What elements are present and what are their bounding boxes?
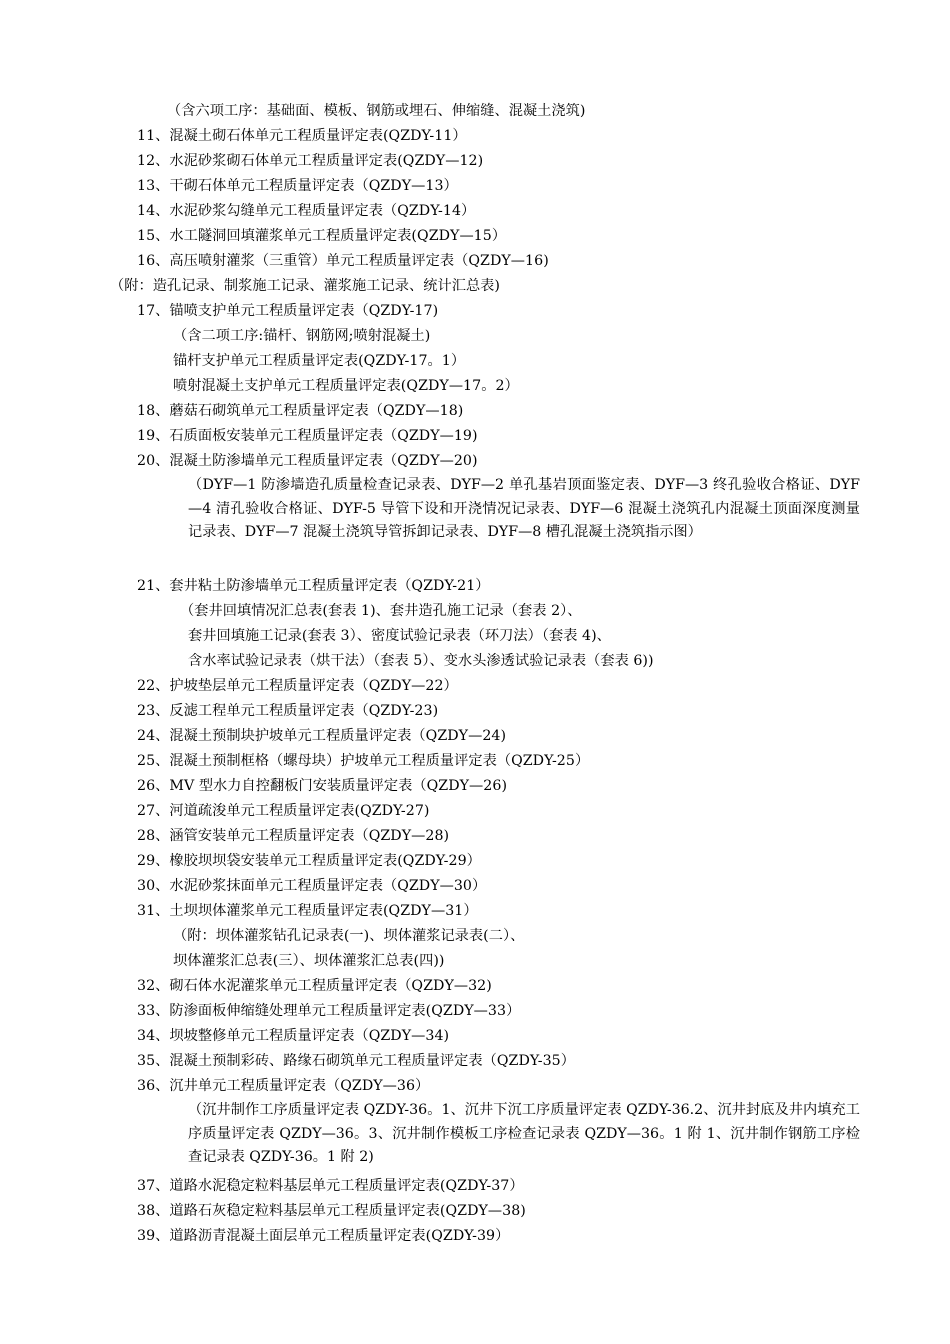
list-item: 32、砌石体水泥灌浆单元工程质量评定表（QZDY—32): [137, 978, 492, 994]
list-item: 35、混凝土预制彩砖、路缘石砌筑单元工程质量评定表（QZDY-35）: [137, 1053, 575, 1069]
list-item: 17、锚喷支护单元工程质量评定表（QZDY-17): [137, 303, 439, 319]
list-item: 31、土坝坝体灌浆单元工程质量评定表(QZDY—31）: [137, 903, 478, 919]
list-item: 24、混凝土预制块护坡单元工程质量评定表（QZDY—24): [137, 728, 507, 744]
list-item: 23、反滤工程单元工程质量评定表（QZDY-23): [137, 703, 439, 719]
text-line: 锚杆支护单元工程质量评定表(QZDY-17。1）: [173, 353, 466, 369]
text-line: （套井回填情况汇总表(套表 1)、套井造孔施工记录（套表 2）、: [180, 603, 582, 619]
text-line: （含六项工序：基础面、模板、钢筋或埋石、伸缩缝、混凝土浇筑): [167, 103, 586, 119]
text-paragraph: （DYF—1 防渗墙造孔质量检查记录表、DYF—2 单孔基岩顶面鉴定表、DYF—3 终孔验收合格证、DYF—4 清孔验收合格证、DYF-5 导管下设和开浇情况记录表、DYF—6 混凝土浇筑孔内混凝土顶面深度测量记录表、DYF—7 混凝土浇筑导管拆卸记录表、DYF—8 槽孔混凝土浇筑指示图）: [188, 477, 860, 540]
list-item: 34、坝坡整修单元工程质量评定表（QZDY—34): [137, 1028, 450, 1044]
list-item: 25、混凝土预制框格（螺母块）护坡单元工程质量评定表（QZDY-25）: [137, 753, 590, 769]
text-line: （含二项工序:锚杆、钢筋网;喷射混凝土): [173, 328, 431, 344]
list-item: 29、橡胶坝坝袋安装单元工程质量评定表(QZDY-29）: [137, 853, 481, 869]
list-item: 37、道路水泥稳定粒料基层单元工程质量评定表(QZDY-37）: [137, 1178, 524, 1194]
list-item: 22、护坡垫层单元工程质量评定表（QZDY—22）: [137, 678, 458, 694]
list-item: 30、水泥砂浆抹面单元工程质量评定表（QZDY—30）: [137, 878, 487, 894]
text-line: 坝体灌浆汇总表(三）、坝体灌浆汇总表(四)): [173, 953, 445, 969]
text-line: （附：坝体灌浆钻孔记录表(一)、坝体灌浆记录表(二）、: [173, 928, 525, 944]
list-item: 27、河道疏浚单元工程质量评定表(QZDY-27): [137, 803, 430, 819]
text-line: 套井回填施工记录(套表 3）、密度试验记录表（环刀法）（套表 4)、: [188, 628, 611, 644]
list-item: 14、水泥砂浆勾缝单元工程质量评定表（QZDY-14）: [137, 203, 476, 219]
list-item: 26、MV 型水力自控翻板门安装质量评定表（QZDY—26): [137, 778, 508, 794]
list-item: 16、高压喷射灌浆（三重管）单元工程质量评定表（QZDY—16): [137, 253, 549, 269]
list-item: 20、混凝土防渗墙单元工程质量评定表（QZDY—20): [137, 453, 478, 469]
list-item: 12、水泥砂浆砌石体单元工程质量评定表(QZDY—12): [137, 153, 484, 169]
list-item: 18、蘑菇石砌筑单元工程质量评定表（QZDY—18): [137, 403, 464, 419]
list-item: 36、沉井单元工程质量评定表（QZDY—36）: [137, 1078, 430, 1094]
list-item: 38、道路石灰稳定粒料基层单元工程质量评定表(QZDY—38): [137, 1203, 526, 1219]
text-line: （附：造孔记录、制浆施工记录、灌浆施工记录、统计汇总表): [110, 278, 500, 294]
text-line: 喷射混凝土支护单元工程质量评定表(QZDY—17。2）: [173, 378, 519, 394]
list-item: 28、涵管安装单元工程质量评定表（QZDY—28): [137, 828, 450, 844]
list-item: 15、水工隧洞回填灌浆单元工程质量评定表(QZDY—15）: [137, 228, 507, 244]
list-item: 19、石质面板安装单元工程质量评定表（QZDY—19): [137, 428, 478, 444]
list-item: 33、防渗面板伸缩缝处理单元工程质量评定表(QZDY—33）: [137, 1003, 521, 1019]
list-item: 39、道路沥青混凝土面层单元工程质量评定表(QZDY-39）: [137, 1228, 510, 1244]
list-item: 13、干砌石体单元工程质量评定表（QZDY—13）: [137, 178, 458, 194]
list-item: 11、混凝土砌石体单元工程质量评定表(QZDY-11）: [137, 128, 467, 144]
list-item: 21、套井粘土防渗墙单元工程质量评定表（QZDY-21）: [137, 578, 490, 594]
text-paragraph: （沉井制作工序质量评定表 QZDY-36。1、沉井下沉工序质量评定表 QZDY-36.2、沉井封底及井内填充工序质量评定表 QZDY—36。3、沉井制作模板工序检查记录表 QZDY—36。1 附 1、沉井制作钢筋工序检查记录表 QZDY-36。1 附 2): [188, 1102, 860, 1165]
text-line: 含水率试验记录表（烘干法）（套表 5）、变水头渗透试验记录表（套表 6)): [188, 653, 654, 669]
